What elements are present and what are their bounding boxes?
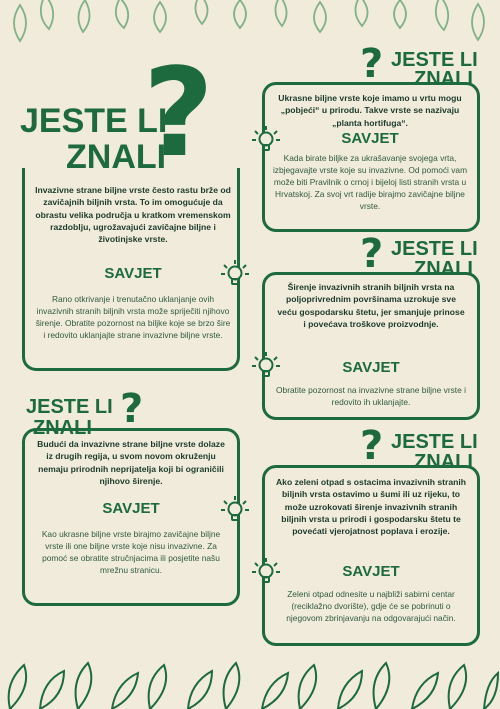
lightbulb-icon: [219, 494, 251, 526]
section-heading-line1: JESTE LI: [26, 396, 113, 418]
section-heading-line1: JESTE LI: [391, 238, 478, 260]
tip-text: Obratite pozornost na invazivne strane biljne vrste i redovito ih uklanjajte.: [276, 385, 466, 407]
question-mark-icon: ?: [120, 386, 144, 432]
fact-text: Ako zeleni otpad s ostacima invazivnih stranih biljnih vrsta ostavimo u šumi ili uz rijeku, to može uzrokovati širenje invazivnih stranih biljnih vrsta u prirodi i gospodarsku štetu te povećati vjerojatnost poplava i erozije.: [275, 477, 467, 537]
section-heading-line2: ZNALI: [33, 417, 92, 439]
fact-text: Širenje invazivnih stranih biljnih vrsta na poljoprivrednim površinama uzrokuje sve veću gospodarsku štetu, jer smanjuje prinose i povećava troškove proizvodnje.: [277, 282, 465, 329]
section-heading-line2: ZNALI: [414, 68, 473, 90]
fact-text: Invazivne strane biljne vrste često rastu brže od zavičajnih biljnih vrsta. To im omogućuje da obrastu velika područja u kratkom vremenskom razdoblju, ugrožavajući zavičajne biljne i životinjske vrste.: [35, 185, 231, 245]
lightbulb-icon: [250, 350, 282, 382]
tip-title: SAVJET: [342, 359, 400, 376]
tip-title: SAVJET: [341, 130, 399, 147]
lightbulb-icon: [250, 556, 282, 588]
lightbulb-icon: [219, 258, 251, 290]
question-mark-icon: ?: [360, 423, 384, 469]
section-heading-line1: JESTE LI: [391, 431, 478, 453]
fact-text: Ukrasne biljne vrste koje imamo u vrtu mogu „pobjeći“ u prirodu. Takve vrste se nazivaju „planta hortifuga“.: [278, 93, 462, 128]
tip-text: Rano otkrivanje i trenutačno uklanjanje ovih invazivnih stranih biljnih vrsta može spriječiti njihovo širenje. Obratite pozornost na biljke koje se brzo šire i redovito uklanjajte strane invazivne biljne vrste.: [35, 294, 231, 340]
section-heading-line2: ZNALI: [414, 258, 473, 280]
tip-text: Zeleni otpad odnesite u najbliži sabirni centar (reciklažno dvorište), gdje će se pobrinuti o njegovom zbrinjavanju na odgovarajući način.: [286, 589, 456, 623]
fact-text: Budući da invazivne strane biljne vrste dolaze iz drugih regija, u svom novom okruženju nemaju prirodnih neprijatelja koji bi ograničili njihovo širenje.: [37, 439, 225, 486]
question-mark-icon: ?: [143, 42, 214, 184]
question-mark-icon: ?: [360, 231, 384, 277]
tip-text: Kao ukrasne biljne vrste birajmo zavičajne biljne vrste ili one biljne vrste koje nisu invazivne. Za pomoć se obratite stručnjacima ili posjetite našu mrežnu stranicu.: [41, 529, 221, 575]
section-heading-line2: ZNALI: [414, 451, 473, 473]
main-heading-line1: JESTE LI: [20, 102, 168, 140]
section-heading-line1: JESTE LI: [391, 49, 478, 71]
tip-title: SAVJET: [104, 265, 162, 282]
lightbulb-icon: [250, 124, 282, 156]
tip-title: SAVJET: [102, 500, 160, 517]
leaf-border-bottom-icon: [0, 649, 500, 709]
main-heading-line2: ZNALI: [66, 138, 167, 176]
tip-text: Kada birate biljke za ukrašavanje svojega vrta, izbjegavajte vrste koje su invazivne. Od pomoći vam može biti Pravilnik o crnoj i bijeloj listi stranih vrsta u Hrvatskoj. Za svoj vrt radije birajmo zavičajne biljne vrste.: [272, 153, 468, 211]
question-mark-icon: ?: [360, 41, 384, 87]
tip-title: SAVJET: [342, 563, 400, 580]
